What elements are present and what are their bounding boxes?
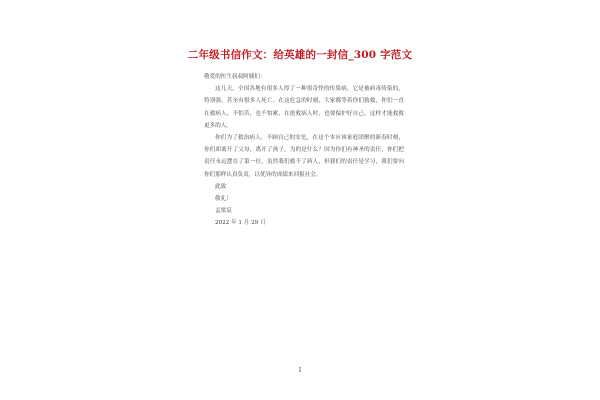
letter-body xyxy=(204,71,404,230)
letter-regards: 敬礼！ xyxy=(215,196,232,203)
letter-salutation: 敬爱的医生叔叔阿姨们： xyxy=(204,74,266,80)
letter-paragraph-1: 这几天，全国各地有很多人得了一种很奇怪的传染病，它是被病毒传染的，特别强，甚至有很多人死亡。在这危急的时刻，大家都等着你们救救，你们一直在救病人，不怕苦，也不怕累，在抢救病人时，也要保护好自己，这样才能救救更多的人。 xyxy=(204,86,404,129)
letter-closing: 此致 xyxy=(215,183,227,190)
letter-paragraph-2: 你们为了救治病人，不顾自己的安危，在这个本应该家庭团聚的新春时刻，你们却离开了父母，离开了孩子，为的是什么？因为你们有神圣的责任，你们把责任永远摆在了第一位，虽然我们救不了病人，但我们的责任是学习，我们要向你们那样认真负责，以优异的成绩来回报社会。 xyxy=(204,135,404,178)
page-title: 二年级书信作文：给英雄的一封信_300 字范文 xyxy=(187,49,413,61)
letter-date: 2022 年 1 月 29 日 xyxy=(215,220,266,227)
page-number: 1 xyxy=(298,367,302,374)
letter-signature: 孟梁宸 xyxy=(215,208,232,215)
